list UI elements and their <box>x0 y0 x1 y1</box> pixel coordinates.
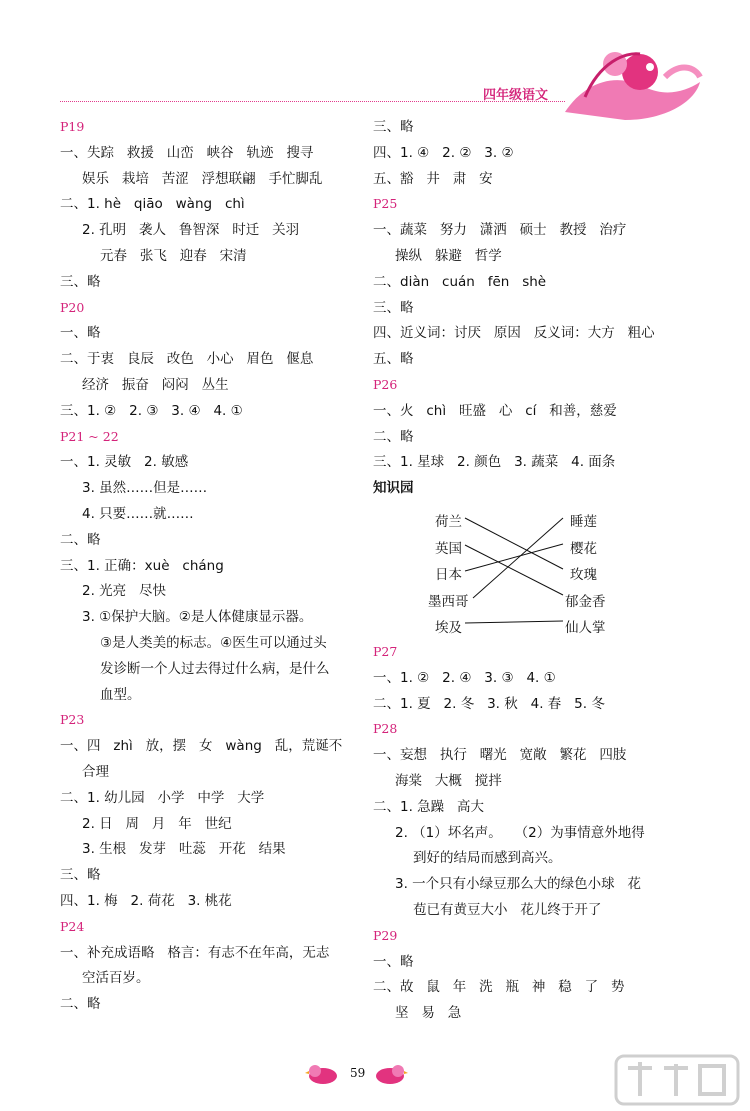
mascot-illustration <box>545 42 705 122</box>
answer-line: 三、1. 正确：xuè cháng <box>60 557 224 574</box>
answer-line: 三、略 <box>60 867 101 884</box>
match-left-item: 英国 <box>435 541 462 557</box>
match-left-item: 日本 <box>435 567 462 583</box>
page-heading: P26 <box>373 377 398 392</box>
answer-line: 苞已有黄豆大小 花儿终于开了 <box>413 902 602 918</box>
match-right-item: 睡莲 <box>570 514 597 530</box>
matching-exercise <box>373 505 633 635</box>
answer-line: 二、略 <box>60 996 101 1013</box>
answer-line: 3. ①保护大脑。②是人体健康显示器。 <box>82 609 313 626</box>
answer-line: 空活百岁。 <box>82 970 150 987</box>
match-left-item: 墨西哥 <box>428 594 469 610</box>
answer-line: 一、略 <box>373 953 414 970</box>
answer-line: 血型。 <box>100 686 141 703</box>
page-heading: P25 <box>373 196 398 212</box>
page-heading: P27 <box>373 644 398 659</box>
bird-icon <box>305 1062 341 1086</box>
match-right-item: 樱花 <box>570 541 597 557</box>
answer-line: 经济 振奋 闷闷 丛生 <box>82 377 229 393</box>
page-heading: P21 ~ 22 <box>60 428 119 444</box>
answer-line: 五、豁 井 肃 安 <box>373 170 493 187</box>
answer-line: 2. 光亮 尽快 <box>82 583 167 600</box>
answer-line: 三、略 <box>60 273 101 290</box>
answer-line: 四、近义词：讨厌 原因 反义词：大方 粗心 <box>373 325 655 342</box>
answer-line: 一、失踪 救援 山峦 峡谷 轨迹 搜寻 <box>60 144 314 161</box>
answer-line: 一、略 <box>60 325 101 342</box>
match-left-item: 埃及 <box>435 620 462 636</box>
answer-line: 一、1. 灵敏 2. 敏感 <box>60 454 189 471</box>
answer-line: 一、妄想 执行 曙光 宽敞 繁花 四肢 <box>373 747 627 764</box>
answer-line: 到好的结局而感到高兴。 <box>413 850 562 867</box>
answer-line: 娱乐 栽培 苦涩 浮想联翩 手忙脚乱 <box>82 170 323 187</box>
answer-line: 2. 日 周 月 年 世纪 <box>82 815 232 832</box>
answer-line: 一、四 zhì 放，摆 女 wàng 乱，荒诞不 <box>60 738 343 755</box>
answer-line: 四、1. 梅 2. 荷花 3. 桃花 <box>60 893 232 909</box>
answer-line: 海棠 大概 搅拌 <box>395 773 502 789</box>
answer-line: 知识园 <box>373 480 414 497</box>
match-right-item: 玫瑰 <box>570 567 597 583</box>
answer-line: 二、1. hè qiāo wàng chì <box>60 196 245 213</box>
answer-line: 二、1. 幼儿园 小学 中学 大学 <box>60 789 265 806</box>
answer-line: 三、略 <box>373 299 414 316</box>
answer-line: 二、故 鼠 年 洗 瓶 神 稳 了 势 <box>373 979 625 996</box>
grade-title: 四年级语文 <box>483 88 549 103</box>
answer-line: 四、1. ④ 2. ② 3. ② <box>373 144 514 161</box>
answer-line: 二、略 <box>373 428 414 445</box>
answer-line: ③是人类美的标志。④医生可以通过头 <box>100 635 327 651</box>
page-heading: P19 <box>60 119 85 134</box>
answer-line: 3. 一个只有小绿豆那么大的绿色小球 花 <box>395 876 642 893</box>
answer-line: 合理 <box>82 764 109 780</box>
answer-line: 二、1. 夏 2. 冬 3. 秋 4. 春 5. 冬 <box>373 695 605 712</box>
answer-line: 三、1. ② 2. ③ 3. ④ 4. ① <box>60 402 243 419</box>
answer-line: 3. 生根 发芽 吐蕊 开花 结果 <box>82 841 286 858</box>
answer-line: 3. 虽然……但是…… <box>82 480 208 497</box>
answer-line: 二、1. 急躁 高大 <box>373 798 485 815</box>
answer-line: 4. 只要……就…… <box>82 506 194 522</box>
answer-line: 五、略 <box>373 351 414 368</box>
answer-line: 2. （1）坏名声。 （2）为事情意外地得 <box>395 824 645 841</box>
page-heading: P24 <box>60 918 85 934</box>
bird-icon <box>372 1062 408 1086</box>
match-right-item: 仙人掌 <box>565 620 606 636</box>
answer-line: 二、略 <box>60 531 101 548</box>
answer-line: 一、蔬菜 努力 潇洒 硕士 教授 治疗 <box>373 222 627 239</box>
answer-line: 操纵 躲避 哲学 <box>395 248 502 264</box>
answer-line: 二、diàn cuán fēn shè <box>373 273 547 290</box>
answer-line: 二、于衷 良辰 改色 小心 眉色 偃息 <box>60 351 314 368</box>
watermark-logo <box>612 1052 742 1108</box>
page-heading: P28 <box>373 721 398 737</box>
answer-line: 一、1. ② 2. ④ 3. ③ 4. ① <box>373 669 556 686</box>
answer-line: 三、略 <box>373 119 414 135</box>
answer-line: 2. 孔明 袭人 鲁智深 时迁 关羽 <box>82 222 300 239</box>
match-right-item: 郁金香 <box>565 594 606 610</box>
answer-line: 一、火 chì 旺盛 心 cí 和善，慈爱 <box>373 402 617 419</box>
answer-line: 发诊断一个人过去得过什么病，是什么 <box>100 660 330 677</box>
answer-line: 坚 易 急 <box>395 1005 462 1022</box>
page-heading: P23 <box>60 712 85 728</box>
page-heading: P29 <box>373 927 398 943</box>
page-heading: P20 <box>60 299 85 315</box>
answer-line: 元春 张飞 迎春 宋清 <box>100 248 247 264</box>
answer-line: 一、补充成语略 格言：有志不在年高，无志 <box>60 944 330 961</box>
page-number: 59 <box>350 1066 366 1080</box>
match-left-item: 荷兰 <box>435 514 462 530</box>
answer-line: 三、1. 星球 2. 颜色 3. 蔬菜 4. 面条 <box>373 454 616 471</box>
